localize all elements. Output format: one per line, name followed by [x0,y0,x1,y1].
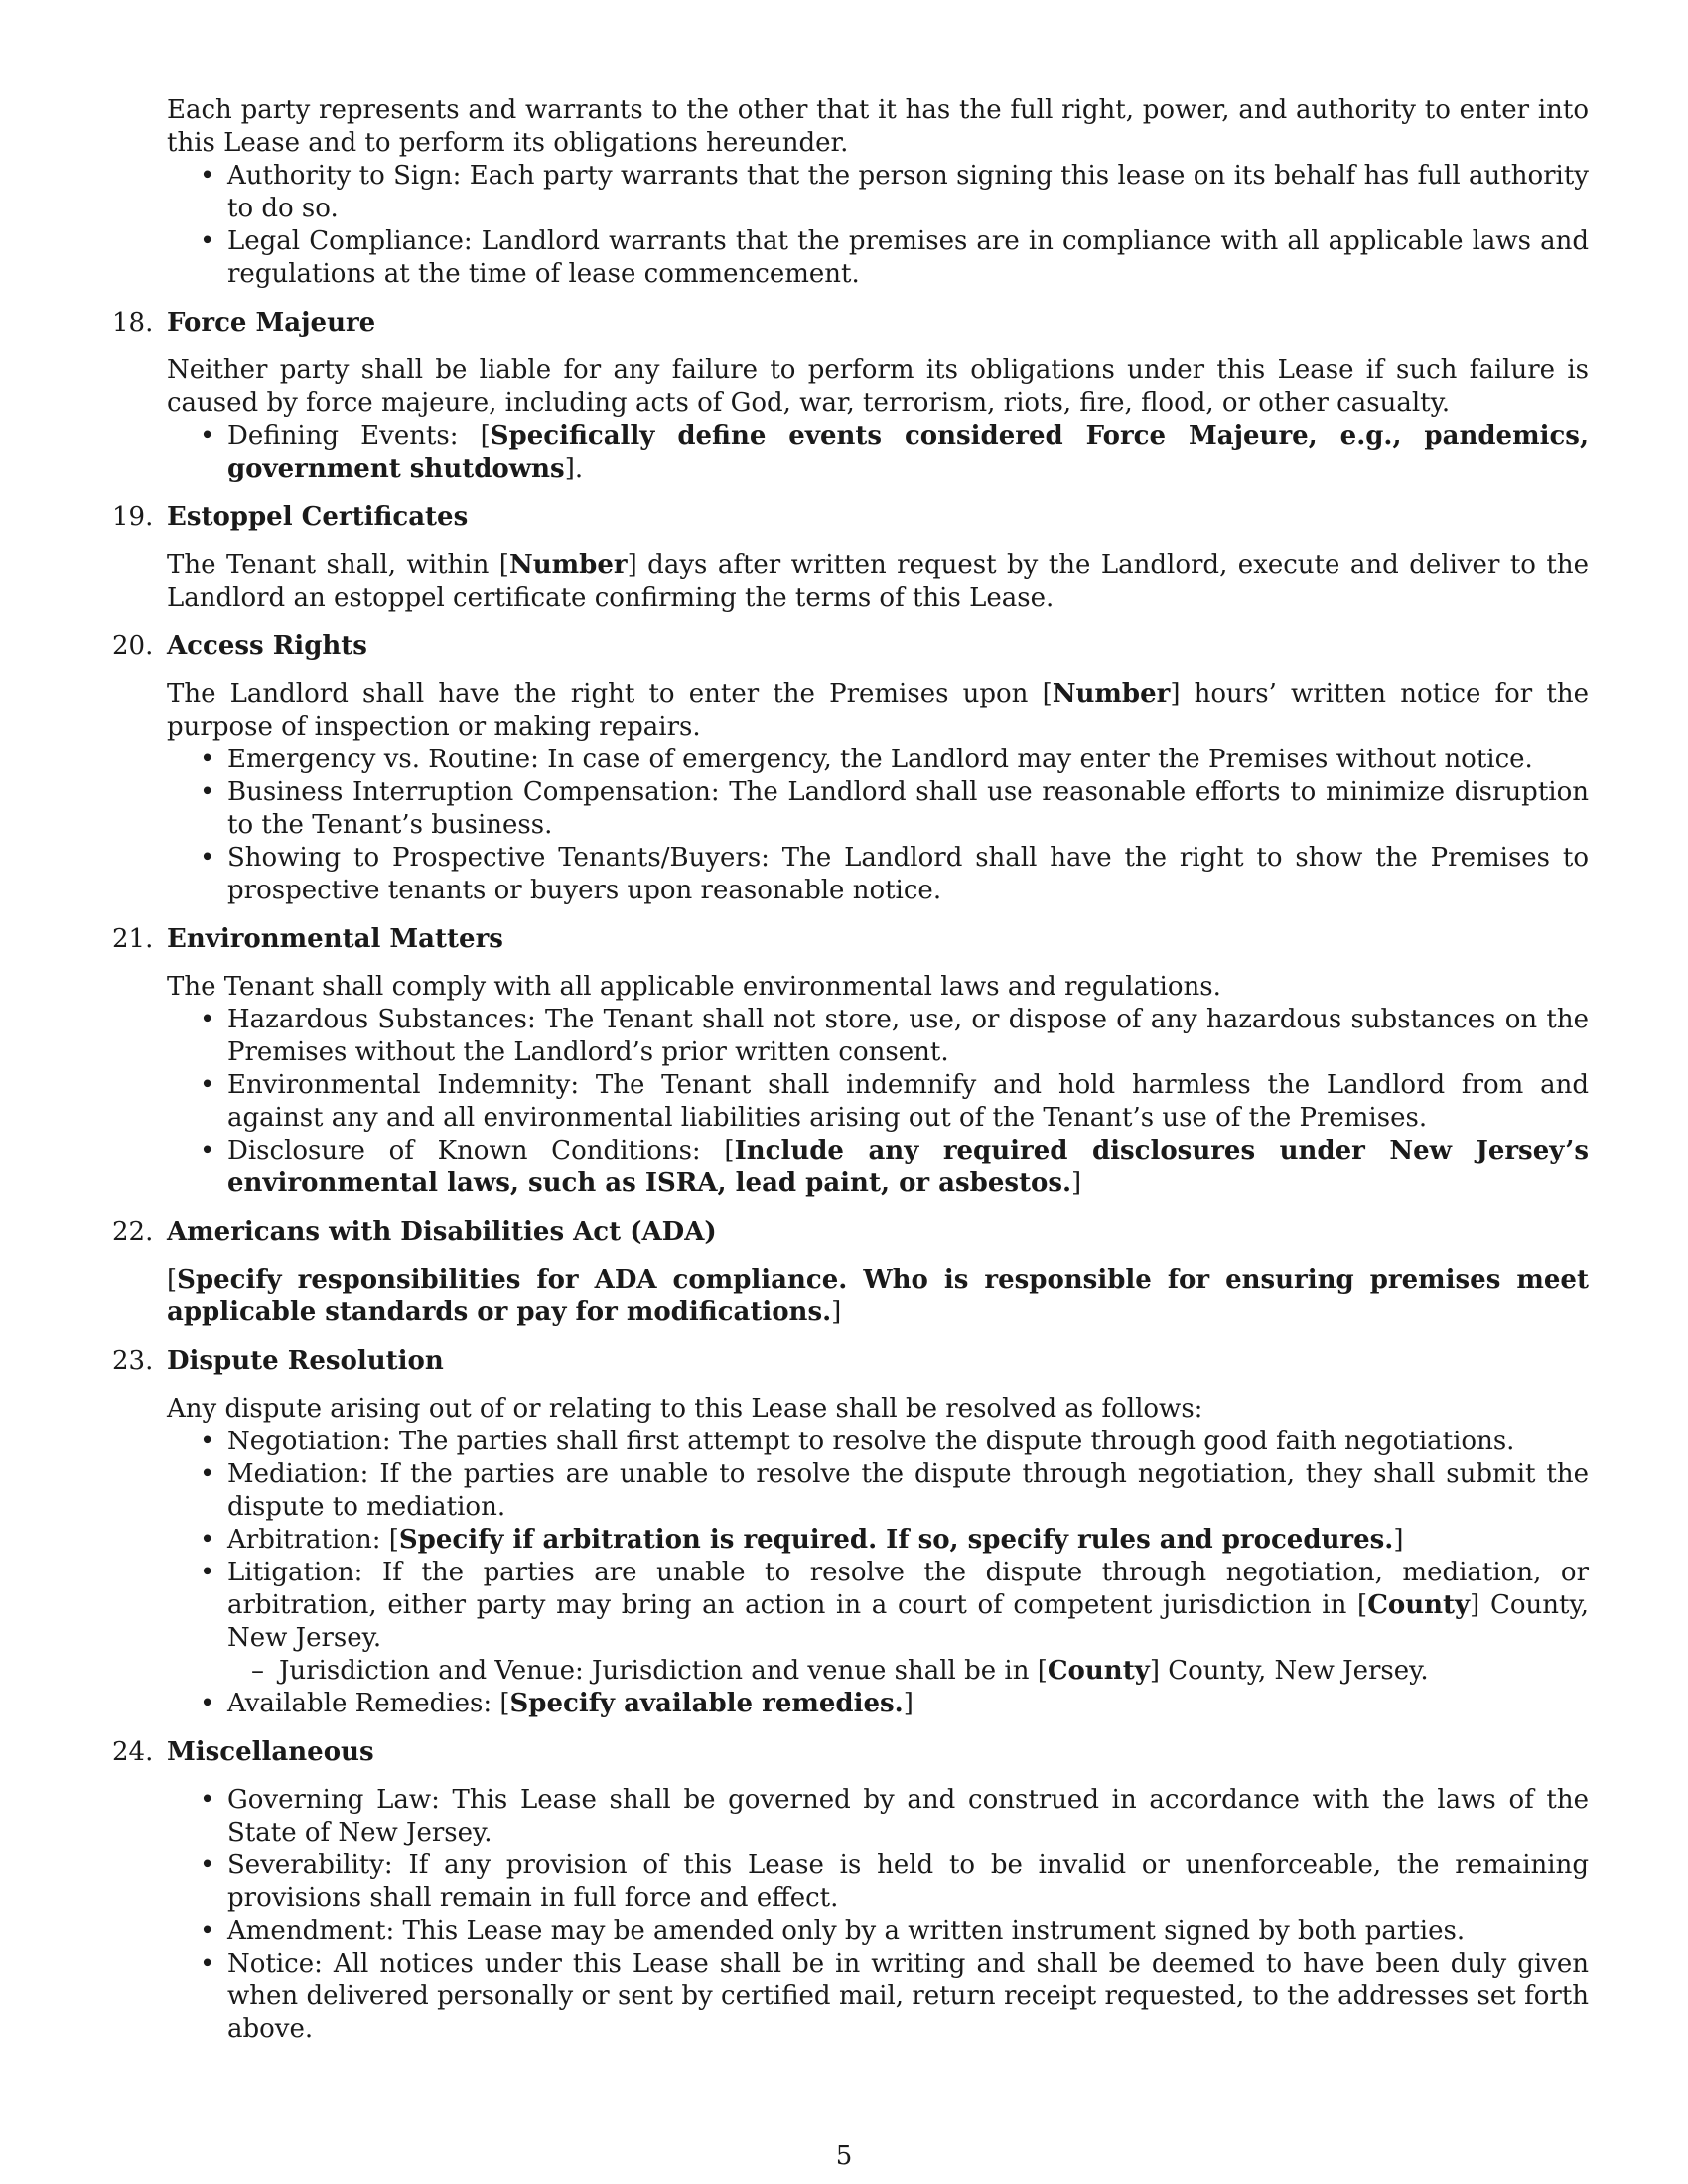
section-24-miscellaneous [112,1736,1589,2046]
section-21-environmental-matters [112,923,1589,1200]
section-number: 20. [112,631,154,661]
bullet-litigation [227,1557,1589,1688]
section-22-ada [112,1216,1589,1329]
bullet-disclosure-known-conditions [227,1135,1589,1200]
bullet-severability: • Severability: If any provision of this Lease is held to be invalid or unenforceable, the remaining provisions shall remain in full force and effect. [227,1849,1589,1915]
paragraph-text-end: ] days after written request by the Landlord, execute and deliver to the Landlord an estoppel certificate confirming the terms of this Lease. [167,550,1589,613]
sub-bullet-jurisdiction-venue [279,1655,1589,1688]
section-title: Force Majeure [167,308,376,338]
placeholder-text: County [1047,1656,1150,1686]
sub-bullet-list [227,1655,1589,1688]
section-number: 23. [112,1346,154,1376]
section-title: Estoppel Certificates [167,502,469,532]
bullet-mediation: • Mediation: If the parties are unable to resolve the dispute through negotiation, they shall submit the dispute to mediation. [227,1458,1589,1524]
bullet-amendment: • Amendment: This Lease may be amended only by a written instrument signed by both parties. [227,1915,1589,1948]
section-number: 18. [112,308,154,338]
section-20-access-rights [112,630,1589,907]
page-number: 5 [835,2141,853,2171]
bullet-notice: • Notice: All notices under this Lease shall be in writing and shall be deemed to have been duly given when delivered personally or sent by certified mail, return receipt requested, to the addresses set forth above. [227,1948,1589,2046]
placeholder-text: Specifically define events considered Force Majeure, e.g., pandemics, government shutdowns [227,421,1589,483]
bullet-governing-law: • Governing Law: This Lease shall be governed by and construed in accordance with the laws of the State of New Jersey. [227,1784,1589,1849]
paragraph-text: The Landlord shall have the right to enter the Premises upon [ [167,679,1053,709]
section-heading [112,307,1589,340]
bullet-text-end: ] County, New Jersey. [227,1590,1589,1653]
section-title: Americans with Disabilities Act (ADA) [167,1217,717,1247]
paragraph-text-end: ] [831,1297,842,1327]
paragraph-text: [ [167,1265,178,1295]
section-heading [112,923,1589,956]
section-paragraph: Neither party shall be liable for any failure to perform its obligations under this Lease if such failure is caused by force majeure, including acts of God, war, terrorism, riots, fire, flood, or other casualty. [167,355,1589,418]
bullet-defining-events [227,420,1589,485]
section-heading [112,630,1589,663]
document-page [112,94,1589,2046]
section-heading [112,501,1589,534]
bullet-emergency-vs-routine: • Emergency vs. Routine: In case of emergency, the Landlord may enter the Premises without notice. [227,744,1589,776]
bullet-legal-compliance: • Legal Compliance: Landlord warrants that the premises are in compliance with all applicable laws and regulations at the time of lease commencement. [227,225,1589,291]
paragraph-text: The Tenant shall, within [ [167,550,509,580]
bullet-text-end: ] [903,1689,914,1718]
bullet-negotiation: • Negotiation: The parties shall first attempt to resolve the dispute through good faith negotiations. [227,1426,1589,1458]
section-paragraph: The Tenant shall comply with all applicable environmental laws and regulations. [167,972,1221,1002]
section-paragraph [167,549,1589,614]
section-18-force-majeure [112,307,1589,485]
placeholder-text: County [1367,1590,1471,1620]
section-paragraph: Any dispute arising out of or relating to this Lease shall be resolved as follows: [167,1394,1203,1424]
bullet-available-remedies [227,1688,1589,1720]
bullet-list [167,1004,1589,1200]
section-number: 21. [112,924,154,954]
section-heading [112,1345,1589,1378]
bullet-business-interruption: • Business Interruption Compensation: The Landlord shall use reasonable efforts to minimize disruption to the Tenant’s business. [227,776,1589,842]
bullet-arbitration [227,1524,1589,1557]
bullet-text: Litigation: If the parties are unable to resolve the dispute through negotiation, mediation, or arbitration, either party may bring an action in a court of competent jurisdiction in [ [227,1558,1589,1620]
section-title: Access Rights [167,631,367,661]
placeholder-text: Number [1052,679,1171,709]
section-paragraph [167,678,1589,744]
paragraph-text-end: ] hours’ written notice for the purpose of inspection or making repairs. [167,679,1589,742]
section-number: 24. [112,1737,154,1767]
intro-bullet-list [167,160,1589,291]
section-19-estoppel-certificates [112,501,1589,614]
section-title: Miscellaneous [167,1737,374,1767]
section-23-dispute-resolution [112,1345,1589,1720]
bullet-text: Arbitration: [ [227,1525,399,1555]
placeholder-text: Number [508,550,628,580]
bullet-text-end: ]. [564,454,584,483]
bullet-list [167,744,1589,907]
bullet-text-end: ] [1393,1525,1404,1555]
bullet-authority-to-sign: • Authority to Sign: Each party warrants that the person signing this lease on its behalf has full authority to do so. [227,160,1589,225]
section-number: 22. [112,1217,154,1247]
bullet-text-end: ] County, New Jersey. [1149,1656,1429,1686]
section-number: 19. [112,502,154,532]
placeholder-text: Specify responsibilities for ADA compliance. Who is responsible for ensuring premises meet applicable standards or pay for modifications. [167,1265,1589,1327]
intro-paragraph: Each party represents and warrants to the other that it has the full right, power, and authority to enter into this Lease and to perform its obligations hereunder. [167,95,1589,158]
bullet-text: Jurisdiction and Venue: Jurisdiction and venue shall be in [ [279,1656,1048,1686]
bullet-text-end: ] [1071,1168,1082,1198]
section-paragraph [167,1264,1589,1329]
placeholder-text: Specify available remedies. [509,1689,904,1718]
bullet-hazardous-substances: • Hazardous Substances: The Tenant shall not store, use, or dispose of any hazardous substances on the Premises without the Landlord’s prior written consent. [227,1004,1589,1069]
placeholder-text: Specify if arbitration is required. If so, specify rules and procedures. [398,1525,1394,1555]
placeholder-text: Include any required disclosures under New Jersey’s environmental laws, such as ISRA, lead paint, or asbestos. [227,1136,1589,1198]
bullet-text: Disclosure of Known Conditions: [ [227,1136,735,1165]
section-title: Dispute Resolution [167,1346,444,1376]
bullet-environmental-indemnity: • Environmental Indemnity: The Tenant shall indemnify and hold harmless the Landlord from and against any and all environmental liabilities arising out of the Tenant’s use of the Premises. [227,1069,1589,1135]
section-heading [112,1736,1589,1769]
bullet-showing-prospective: • Showing to Prospective Tenants/Buyers: The Landlord shall have the right to show the Premises to prospective tenants or buyers upon reasonable notice. [227,842,1589,907]
bullet-list [167,1426,1589,1720]
bullet-text: Available Remedies: [ [227,1689,510,1718]
section-heading [112,1216,1589,1249]
bullet-text: Defining Events: [ [227,421,491,451]
bullet-list [167,420,1589,485]
bullet-list [167,1784,1589,2046]
section-title: Environmental Matters [167,924,503,954]
